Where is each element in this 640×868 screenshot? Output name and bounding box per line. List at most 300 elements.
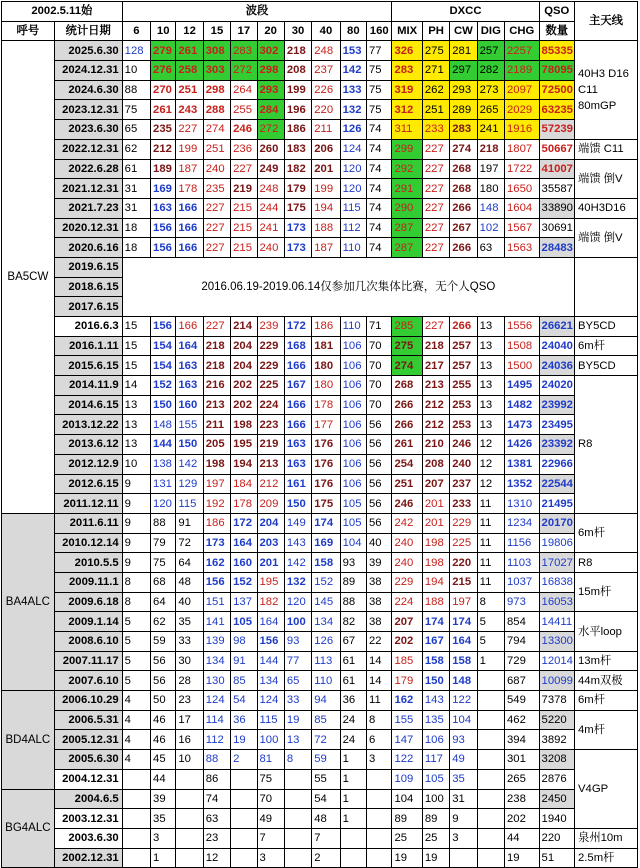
band-count-cell: 74 [367,139,392,159]
band-count-cell: 199 [284,80,311,100]
qso-count-cell: 19806 [539,533,574,553]
dxcc-count-cell: 220 [450,553,477,573]
dxcc-count-cell: 275 [422,41,449,61]
dxcc-count-cell: 100 [422,789,449,809]
band-count-cell: 120 [284,592,311,612]
dxcc-count-cell: 462 [505,710,540,730]
table-row [2,356,638,376]
dxcc-count-cell: 174 [450,612,477,632]
dxcc-count-cell: 185 [392,651,422,671]
band-count-cell: 55 [312,769,340,789]
date-cell: 2004.12.31 [54,769,122,789]
date-cell: 2024.12.31 [54,61,122,81]
band-count-cell: 8 [122,572,150,592]
date-cell: 2010.12.14 [54,533,122,553]
dxcc-header: MIX [392,21,422,41]
band-count-cell: 201 [312,159,340,179]
band-count-cell: 260 [257,139,284,159]
dxcc-count-cell: 188 [422,592,449,612]
qso-statistics-table [1,1,638,868]
table-row [2,828,638,848]
band-count-cell: 56 [367,415,392,435]
band-count-cell: 72 [176,533,203,553]
dxcc-count-cell: 285 [392,317,422,337]
table-body [2,41,638,868]
date-cell: 2023.6.30 [54,120,122,140]
band-count-cell: 19 [231,730,257,750]
dxcc-count-cell: 198 [422,553,449,573]
band-count-cell: 204 [257,513,284,533]
qso-count-cell: 3208 [539,750,574,770]
dxcc-count-cell: 12 [477,454,504,474]
dxcc-count-cell: 179 [392,671,422,691]
dxcc-count-cell: 109 [392,769,422,789]
date-cell: 2021.7.23 [54,198,122,218]
date-cell: 2019.6.15 [54,257,122,277]
band-count-cell: 293 [257,80,284,100]
date-cell: 2016.6.3 [54,317,122,337]
dxcc-count-cell: 194 [422,572,449,592]
band-count-cell: 49 [257,809,284,829]
dxcc-count-cell: 227 [422,179,449,199]
dxcc-count-cell: 240 [392,553,422,573]
dxcc-count-cell: 11 [477,533,504,553]
band-count-cell: 38 [367,612,392,632]
band-count-cell [176,828,203,848]
band-count-cell: 56 [367,513,392,533]
band-count-cell: 5 [122,671,150,691]
band-count-cell: 204 [231,356,257,376]
dxcc-count-cell: 11 [477,494,504,514]
band-count-cell: 148 [151,415,176,435]
band-count-cell: 198 [231,415,257,435]
dxcc-count-cell: 207 [392,612,422,632]
band-count-cell: 209 [257,494,284,514]
dxcc-count-cell: 227 [422,139,449,159]
band-count-cell: 54 [231,691,257,711]
band-count-cell: 88 [203,750,230,770]
band-header: 30 [284,21,311,41]
dxcc-count-cell [477,848,504,868]
qso-count-cell: 10099 [539,671,574,691]
main-antenna-cell: 2.5m杆 [575,848,638,868]
date-cell: 2021.12.31 [54,179,122,199]
band-count-cell: 74 [367,120,392,140]
dxcc-count-cell: 158 [422,651,449,671]
band-count-cell: 176 [312,435,340,455]
main-antenna-cell: 44m双极 [575,671,638,691]
band-count-cell: 8 [284,750,311,770]
band-count-cell: 1 [151,848,176,868]
dxcc-count-cell: 198 [422,533,449,553]
dxcc-count-cell: 148 [450,671,477,691]
band-count-cell [284,828,311,848]
qso-count-cell: 23392 [539,435,574,455]
band-count-cell: 11 [367,691,392,711]
band-count-cell: 272 [231,61,257,81]
date-cell: 2014.11.9 [54,376,122,396]
table-row [2,454,638,474]
band-count-cell: 89 [340,572,366,592]
band-count-cell: 283 [231,41,257,61]
dxcc-count-cell: 208 [422,454,449,474]
band-count-cell: 3 [367,750,392,770]
dxcc-count-cell: 251 [392,474,422,494]
band-count-cell: 120 [340,159,366,179]
band-count-cell: 211 [203,415,230,435]
band-count-cell: 166 [176,238,203,258]
date-cell: 2020.12.31 [54,218,122,238]
band-count-cell: 174 [312,513,340,533]
band-count-cell: 85 [312,710,340,730]
band-count-cell: 229 [257,356,284,376]
dxcc-count-cell: 13 [477,356,504,376]
band-count-cell: 64 [176,553,203,573]
qso-count-cell: 13300 [539,632,574,652]
qso-count-cell: 24040 [539,336,574,356]
band-count-cell: 202 [231,395,257,415]
band-count-cell: 82 [340,612,366,632]
date-cell: 2013.12.22 [54,415,122,435]
band-count-cell: 199 [176,139,203,159]
band-header: 20 [257,21,284,41]
band-count-cell: 105 [340,494,366,514]
dxcc-count-cell: 1381 [505,454,540,474]
band-count-cell: 9 [122,513,150,533]
date-cell: 2010.5.5 [54,553,122,573]
dxcc-count-cell: 210 [422,435,449,455]
dxcc-count-cell [477,828,504,848]
dxcc-header: DIG [477,21,504,41]
dxcc-count-cell: 297 [450,61,477,81]
band-count-cell [231,769,257,789]
band-count-cell: 178 [312,395,340,415]
band-count-cell: 164 [231,533,257,553]
qso-count-cell: 14411 [539,612,574,632]
band-count-cell: 36 [231,710,257,730]
dxcc-count-cell: 11 [477,513,504,533]
table-row [2,494,638,514]
main-antenna-header: 主天线 [575,2,638,41]
band-count-cell: 30 [176,651,203,671]
band-count-cell: 240 [257,238,284,258]
dxcc-count-cell: 283 [392,61,422,81]
main-antenna-cell: 泉州10m [575,828,638,848]
band-count-cell [122,848,150,868]
band-count-cell: 5 [122,612,150,632]
band-count-cell: 8 [367,710,392,730]
dxcc-count-cell: 1567 [505,218,540,238]
band-count-cell: 18 [122,238,150,258]
band-count-cell: 8 [122,592,150,612]
band-count-cell: 106 [340,356,366,376]
dxcc-count-cell: 2257 [505,41,540,61]
band-count-cell: 35 [151,809,176,829]
band-count-cell: 225 [257,376,284,396]
dxcc-count-cell: 251 [422,100,449,120]
band-count-cell: 255 [231,100,257,120]
band-count-cell: 227 [203,317,230,337]
band-count-cell: 48 [176,572,203,592]
dxcc-count-cell: 289 [450,100,477,120]
band-count-cell: 198 [203,454,230,474]
dxcc-count-cell: 201 [422,513,449,533]
band-count-cell: 156 [151,317,176,337]
dxcc-count-cell: 319 [392,80,422,100]
band-count-cell: 9 [122,494,150,514]
band-count-cell: 248 [312,41,340,61]
qso-count-cell: 51 [539,848,574,868]
dxcc-count-cell: 1482 [505,395,540,415]
band-count-cell: 187 [176,159,203,179]
band-count-cell: 24 [340,730,366,750]
band-count-cell: 1 [340,789,366,809]
band-count-cell [284,809,311,829]
band-count-cell: 235 [203,179,230,199]
band-count-cell: 298 [203,80,230,100]
dxcc-count-cell [477,769,504,789]
callsign-cell: BG4ALC [2,789,55,868]
band-count-cell: 65 [284,671,311,691]
main-antenna-cell: R8 [575,376,638,514]
qso-group-header: QSO [539,2,574,22]
band-count-cell: 153 [340,41,366,61]
qso-count-cell: 35587 [539,179,574,199]
band-count-cell: 106 [340,454,366,474]
table-row [2,257,638,277]
band-count-cell: 203 [257,533,284,553]
main-antenna-cell: 13m杆 [575,651,638,671]
band-count-cell: 178 [176,179,203,199]
date-cell: 2017.6.15 [54,297,122,317]
band-count-cell: 93 [340,553,366,573]
band-count-cell: 162 [203,553,230,573]
band-count-cell: 172 [284,317,311,337]
band-count-cell: 243 [176,100,203,120]
date-cell: 2009.1.14 [54,612,122,632]
band-count-cell: 48 [312,809,340,829]
band-count-cell: 40 [367,533,392,553]
band-count-cell: 188 [312,218,340,238]
band-count-cell: 110 [312,671,340,691]
band-count-cell: 180 [312,356,340,376]
dxcc-count-cell: 266 [450,238,477,258]
band-count-cell: 56 [151,651,176,671]
band-count-cell: 197 [203,474,230,494]
qso-count-cell: 85335 [539,41,574,61]
band-count-cell: 163 [284,435,311,455]
qso-count-cell: 21495 [539,494,574,514]
band-count-cell: 178 [231,494,257,514]
date-cell: 2014.6.15 [54,395,122,415]
qso-count-cell: 33890 [539,198,574,218]
band-count-cell: 160 [231,553,257,573]
band-count-cell: 151 [203,592,230,612]
band-count-cell: 5 [122,651,150,671]
qso-count-cell: 24020 [539,376,574,396]
band-count-cell: 166 [176,198,203,218]
dxcc-count-cell: 19 [422,848,449,868]
dxcc-count-cell: 311 [392,120,422,140]
date-cell: 2009.11.1 [54,572,122,592]
band-count-cell: 142 [284,553,311,573]
band-count-cell: 112 [340,218,366,238]
band-count-cell: 110 [340,317,366,337]
band-count-cell: 56 [367,474,392,494]
band-count-cell: 154 [151,356,176,376]
band-count-cell: 15 [122,317,150,337]
dxcc-count-cell: 794 [505,632,540,652]
dxcc-count-cell: 229 [392,572,422,592]
date-cell: 2004.6.5 [54,789,122,809]
date-cell: 2016.1.11 [54,336,122,356]
band-count-cell: 7 [257,828,284,848]
dxcc-count-cell: 1473 [505,415,540,435]
band-count-cell: 208 [284,61,311,81]
table-row [2,632,638,652]
band-count-cell: 218 [284,41,311,61]
table-row [2,159,638,179]
band-count-cell: 106 [340,336,366,356]
date-cell: 2008.6.10 [54,632,122,652]
band-count-cell: 186 [284,120,311,140]
dxcc-count-cell: 265 [477,100,504,120]
date-cell: 2015.6.15 [54,356,122,376]
dxcc-count-cell: 8 [477,592,504,612]
main-antenna-cell: 端馈 倒V [575,218,638,257]
band-count-cell: 156 [203,572,230,592]
band-count-cell: 31 [122,198,150,218]
band-count-cell: 1 [340,750,366,770]
dxcc-count-cell: 213 [422,376,449,396]
band-count-cell: 10 [122,454,150,474]
dxcc-count-cell: 257 [450,336,477,356]
band-count-cell: 214 [231,317,257,337]
qso-count-cell: 78095 [539,61,574,81]
band-count-cell: 13 [122,395,150,415]
qso-count-cell: 220 [539,828,574,848]
band-count-cell: 3 [151,828,176,848]
date-cell: 2007.11.17 [54,651,122,671]
dxcc-count-cell: 237 [450,474,477,494]
date-cell: 2003.12.31 [54,809,122,829]
dxcc-count-cell: 44 [505,828,540,848]
band-count-cell: 276 [151,61,176,81]
band-count-cell [284,789,311,809]
band-count-cell: 115 [257,710,284,730]
band-count-cell: 44 [151,769,176,789]
band-count-cell: 13 [122,435,150,455]
band-count-cell: 181 [312,336,340,356]
dxcc-count-cell: 267 [450,218,477,238]
band-count-cell: 40 [176,592,203,612]
qso-count-cell: 41007 [539,159,574,179]
band-count-cell: 10 [122,61,150,81]
dxcc-count-cell [450,848,477,868]
dxcc-count-cell: 257 [450,356,477,376]
band-count-cell: 239 [257,317,284,337]
dxcc-count-cell: 212 [422,395,449,415]
band-count-cell: 134 [312,612,340,632]
band-count-cell: 144 [151,435,176,455]
band-count-cell: 166 [284,415,311,435]
band-count-cell: 56 [367,494,392,514]
band-count-cell: 264 [231,80,257,100]
band-count-cell: 114 [203,710,230,730]
band-count-cell: 272 [257,120,284,140]
band-count-cell: 24 [340,710,366,730]
qso-count-cell: 2450 [539,789,574,809]
band-count-cell: 62 [151,612,176,632]
band-count-cell: 62 [122,139,150,159]
dxcc-count-cell: 290 [392,198,422,218]
band-count-cell: 201 [257,553,284,573]
band-count-cell: 131 [151,474,176,494]
dxcc-count-cell: 287 [392,218,422,238]
dxcc-count-cell: 326 [392,41,422,61]
band-count-cell: 105 [231,612,257,632]
dxcc-count-cell: 394 [505,730,540,750]
dxcc-count-cell: 158 [450,651,477,671]
band-count-cell: 106 [340,415,366,435]
dxcc-count-cell: 274 [392,356,422,376]
band-count-cell: 220 [312,100,340,120]
main-antenna-cell: 4m杆 [575,710,638,749]
band-count-cell: 144 [257,651,284,671]
band-count-cell [176,809,203,829]
band-count-cell: 216 [203,376,230,396]
dxcc-count-cell: 227 [422,218,449,238]
band-count-cell: 100 [257,730,284,750]
band-count-cell: 213 [257,454,284,474]
qso-count-cell: 50667 [539,139,574,159]
table-row [2,592,638,612]
table-row [2,120,638,140]
dxcc-count-cell: 162 [392,691,422,711]
qso-count-cell: 5220 [539,710,574,730]
callsign-cell: BA4ALC [2,513,55,690]
qso-count-cell: 3892 [539,730,574,750]
main-antenna-cell: 水平loop [575,612,638,651]
dxcc-count-cell: 1563 [505,238,540,258]
dxcc-count-cell: 1508 [505,336,540,356]
dxcc-count-cell: 283 [450,120,477,140]
dxcc-count-cell: 242 [392,513,422,533]
dxcc-count-cell: 218 [477,139,504,159]
band-count-cell: 70 [367,336,392,356]
band-count-cell: 179 [284,179,311,199]
band-count-cell: 196 [284,100,311,120]
main-antenna-cell: 端馈 C11 [575,139,638,159]
main-antenna-cell: 6m杆 [575,691,638,711]
dxcc-count-cell: 63 [477,238,504,258]
dxcc-count-cell: 217 [422,356,449,376]
dxcc-count-cell: 268 [450,159,477,179]
band-count-cell: 218 [203,356,230,376]
main-antenna-cell: BY5CD [575,317,638,337]
dxcc-count-cell: 227 [422,317,449,337]
band-count-cell: 132 [284,572,311,592]
table-row [2,513,638,533]
band-count-cell: 126 [340,120,366,140]
band-count-cell: 137 [231,592,257,612]
band-count-cell: 10 [176,750,203,770]
qso-count-cell: 16053 [539,592,574,612]
callsign-header: 呼号 [2,21,55,41]
band-count-cell: 182 [257,592,284,612]
dxcc-count-cell: 2189 [505,61,540,81]
band-count-cell: 213 [203,395,230,415]
